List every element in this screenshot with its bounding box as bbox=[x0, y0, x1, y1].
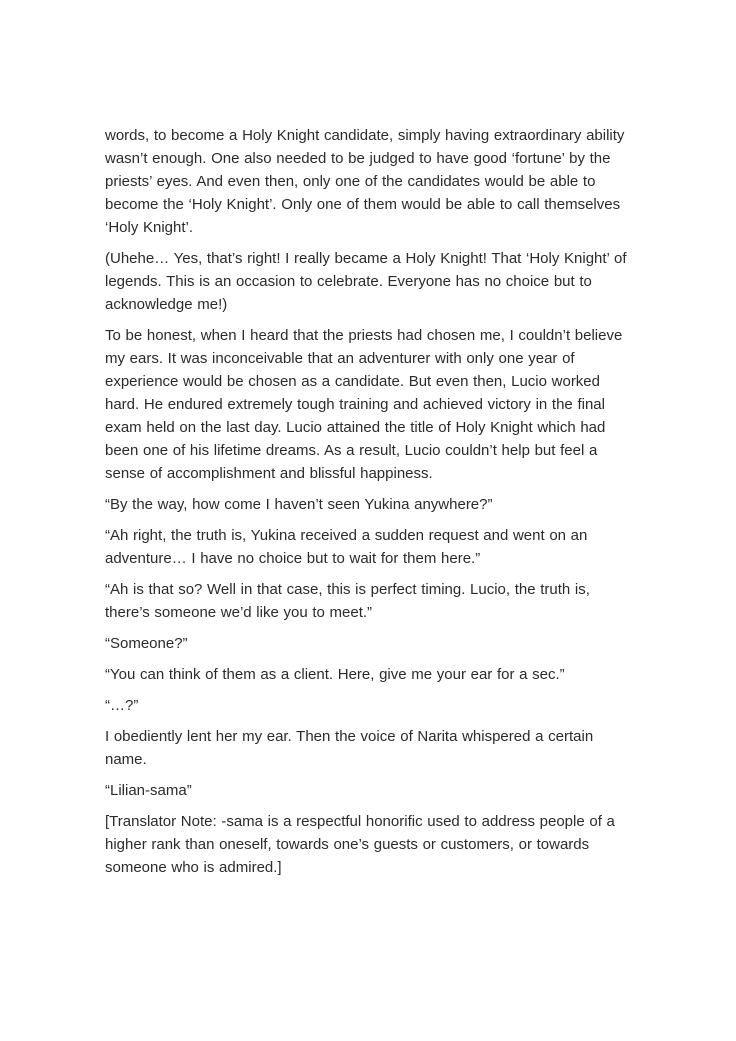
page-text-block bbox=[105, 124, 633, 887]
paragraph-translator-note: [Translator Note: -sama is a respectful honorific used to address people of a higher rank than oneself, towards one’s guests or customers, or towards someone who is admired.] bbox=[105, 813, 615, 876]
paragraph: To be honest, when I heard that the priests had chosen me, I couldn’t believe my ears. It was inconceivable that an adventurer with only one year of experience would be chosen as a candidate. But even then, Lucio worked hard. He endured extremely tough training and achieved victory in the final exam held on the last day. Lucio attained the title of Holy Knight which had been one of his lifetime dreams. As a result, Lucio couldn’t help but feel a sense of accomplishment and blissful happiness. bbox=[105, 327, 623, 482]
paragraph: words, to become a Holy Knight candidate, simply having extraordinary ability wasn’t enough. One also needed to be judged to have good ‘fortune’ by the priests’ eyes. And even then, only one of the candidates would be able to become the ‘Holy Knight’. Only one of them would be able to call themselves ‘Holy Knight’. bbox=[105, 127, 625, 236]
paragraph-dialogue: “Someone?” bbox=[105, 635, 188, 652]
paragraph: (Uhehe… Yes, that’s right! I really became a Holy Knight! That ‘Holy Knight’ of legends. This is an occasion to celebrate. Everyone has no choice but to acknowledge me!) bbox=[105, 250, 627, 313]
paragraph-dialogue: “Lilian-sama” bbox=[105, 782, 192, 799]
paragraph-dialogue: “Ah is that so? Well in that case, this is perfect timing. Lucio, the truth is, there’s someone we’d like you to meet.” bbox=[105, 581, 590, 621]
paragraph-dialogue: “Ah right, the truth is, Yukina received a sudden request and went on an adventure… I have no choice but to wait for them here.” bbox=[105, 527, 588, 567]
paragraph-dialogue: “…?” bbox=[105, 697, 139, 714]
paragraph: I obediently lent her my ear. Then the voice of Narita whispered a certain name. bbox=[105, 728, 594, 768]
paragraph-dialogue: “You can think of them as a client. Here, give me your ear for a sec.” bbox=[105, 666, 565, 683]
paragraph-dialogue: “By the way, how come I haven’t seen Yukina anywhere?” bbox=[105, 496, 493, 513]
